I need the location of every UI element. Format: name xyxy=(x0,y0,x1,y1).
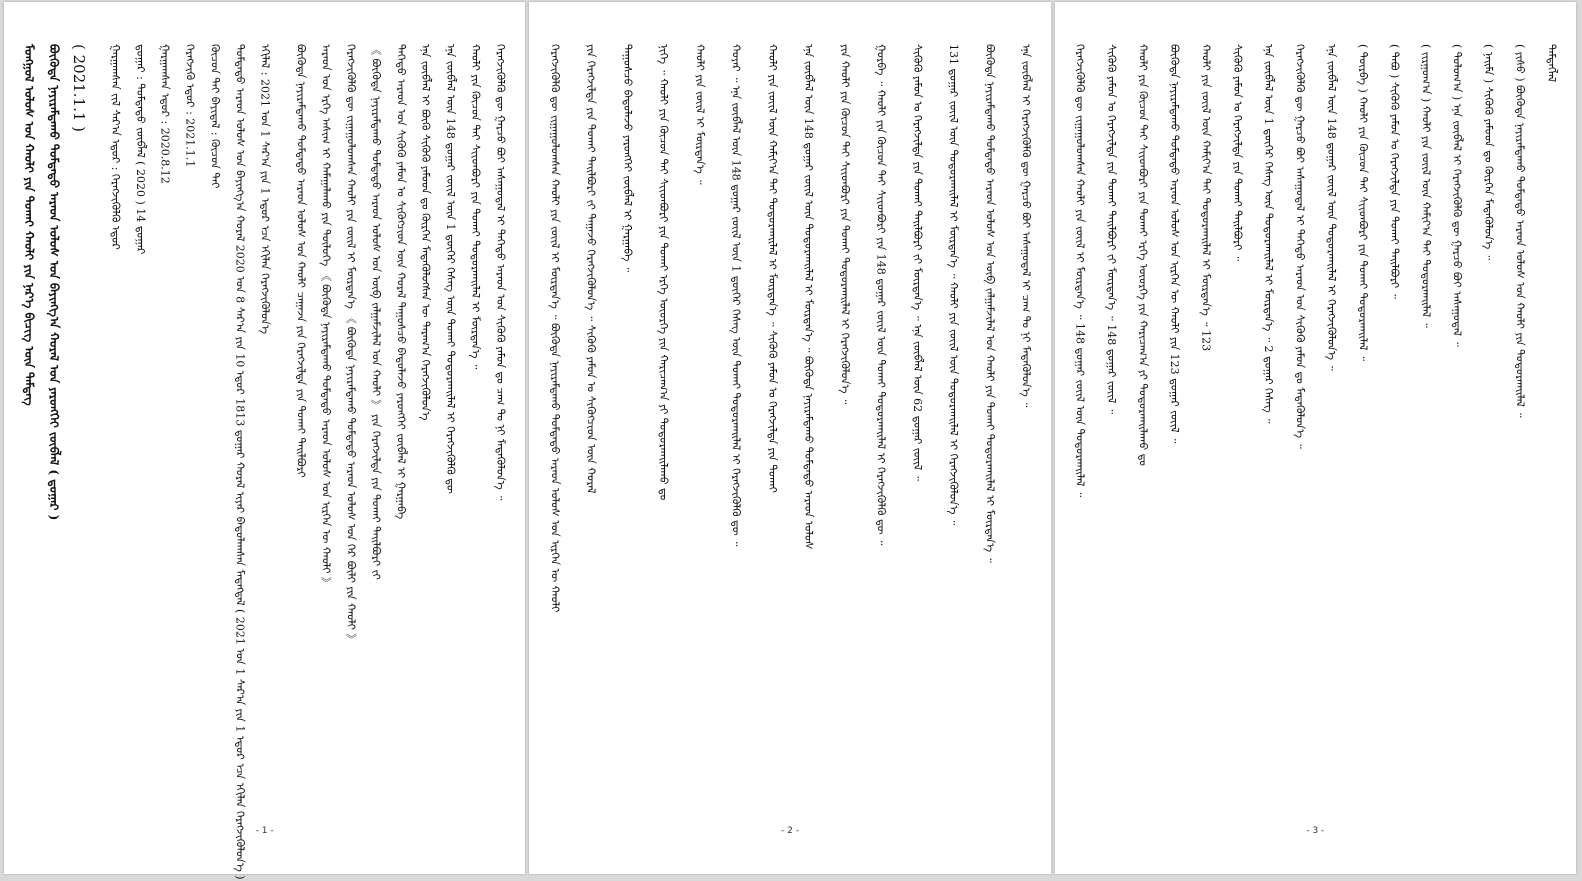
text-column: ᠨᠢᠭᠡ ᠃ ᠬᠠᠤᠯᠢ ᠶᠢᠨ ᠬᠦᠴᠦᠨ ᠲᠡᠢ ᠰᠢᠢᠳᠪᠦᠷᠢ ᠶᠢᠨ ᠲᠤᠬᠠᠢ ᠡᠷᠬᠡ ᠦᠦᠷᠭᠡ ᠶᠢᠨ ᠬᠠᠷᠢᠴᠠᠭ᠎ᠠ ᠶᠢ ᠲᠣᠳᠤᠷᠬᠠᠢᠯᠠᠬᠤ ᠳᠤ xyxy=(657,44,671,501)
page-number: - 1 - xyxy=(255,826,274,836)
text-column: ᠬᠡᠷᠡᠭᠵᠢᠭᠦᠯᠬᠦ ᠳᠦ ᠵᠢᠭᠠᠭᠤᠯᠤᠭᠰᠠᠨ ᠬᠠᠤᠯᠢ ᠶᠢᠨ ᠵᠦᠢᠯ ᠢ ᠮᠦᠷᠳᠡᠨ᠎ᠡ ᠃ ᠪᠦᠭᠦᠳᠡ ᠨᠠᠶᠢᠷᠠᠮᠳᠠᠬᠤ ᠳᠤᠮᠳᠠᠳᠤ ᠠᠷᠠᠳ ᠤᠯᠤᠰ ᠤᠨ ᠢᠷᠭᠡᠨ ᠦ ᠬᠠᠤᠯᠢ xyxy=(548,44,562,613)
text-column: ᠡᠨᠡ ᠵᠦᠪᠯᠡᠯ ᠦᠨ 148 ᠳ᠋ᠤᠭᠠᠷ ᠵᠦᠢᠯ ᠦᠨ ᠲᠣᠳᠤᠷᠬᠠᠢᠯᠠᠯ ᠢ ᠬᠡᠷᠡᠭᠵᠢᠭᠦᠯᠦᠨ᠎ᠡ ᠃ xyxy=(1325,44,1339,371)
text-column: ᠬᠠᠤᠯᠢ ᠶᠢᠨ ᠵᠦᠢᠯ ᠢ ᠮᠦᠷᠳᠡᠨ᠎ᠡ ᠃ xyxy=(693,44,707,185)
text-column: ᠳᠤᠮᠳᠠᠳᠤ ᠠᠷᠠᠳ ᠤᠯᠤᠰ ᠤᠨ ᠪᠠᠶᠢᠩᠭ᠎ᠠ ᠬᠤᠷᠠᠯ 2020 ᠤᠨ 8 ᠰᠠᠷ᠎ᠠ ᠶᠢᠨ 10 ᠡᠳᠦᠷ 1813 ᠳ᠋ᠤᠭᠠᠷ ᠬᠤᠷᠠᠯ ᠢᠶᠠᠷ ᠪᠠᠲᠤᠯᠠᠭᠰᠠᠨ ᠮᠡᠳᠡᠭᠳᠡᠯ ( 2021 ᠤᠨ 1 ᠰᠠᠷ᠎ᠠ ᠶᠢᠨ 1 ᠡᠳᠦᠷ ᠡᠴᠡ ᠡᠬᠢᠯᠡᠨ ᠬᠡᠷᠡᠭᠵᠢᠭᠦᠯᠦᠨ᠎ᠡ ) xyxy=(233,44,247,880)
text-column: ᠡᠨᠡ ᠵᠦᠪᠯᠡᠯ ᠦᠨ 148 ᠳ᠋ᠤᠭᠠᠷ ᠵᠦᠢᠯ ᠦᠨ 1 ᠳ᠋ᠦᠭᠡᠷ ᠬᠡᠰᠡᠭ ᠦᠨ ᠲᠤᠬᠠᠢ ᠲᠣᠳᠤᠷᠬᠠᠢᠯᠠᠯ ᠢ ᠬᠡᠷᠡᠭᠵᠢᠭᠦᠯᠬᠦ ᠳᠦ xyxy=(444,44,458,494)
text-column: ᠬᠣᠶᠠᠷ ᠃ ᠡᠨᠡ ᠵᠦᠪᠯᠡᠯ ᠦᠨ 148 ᠳ᠋ᠤᠭᠠᠷ ᠵᠦᠢᠯ ᠦᠨ 1 ᠳ᠋ᠦᠭᠡᠷ ᠬᠡᠰᠡᠭ ᠦᠨ ᠲᠤᠬᠠᠢ ᠲᠣᠳᠤᠷᠬᠠᠢᠯᠠᠯ ᠢ ᠬᠡᠷᠡᠭᠵᠢᠭᠦᠯᠬᠦ ᠳᠦ ᠃ xyxy=(729,44,743,547)
text-column: ( ᠲᠠᠪᠤ ) ᠰᠢᠭᠦᠬᠦ ᠶᠠᠮᠤᠨ ᠤ ᠬᠡᠷᠡᠭᠵᠢᠯᠲᠡ ᠶᠢᠨ ᠲᠤᠬᠠᠢ ᠲᠠᠢᠯᠪᠤᠷᠢ ᠃ xyxy=(1387,44,1401,299)
text-column: ᠶᠢᠨ ᠬᠠᠤᠯᠢ ᠶᠢᠨ ᠬᠦᠴᠦᠨ ᠲᠡᠢ ᠰᠢᠢᠳᠪᠦᠷᠢ ᠶᠢᠨ ᠲᠤᠬᠠᠢ ᠲᠣᠳᠤᠷᠬᠠᠢᠯᠠᠯ ᠢ ᠬᠡᠷᠡᠭᠵᠢᠭᠦᠯᠦᠨ᠎ᠡ ᠃ xyxy=(838,44,852,405)
text-column: ᠬᠡᠷᠡᠭᠵᠢᠬᠦ ᠡᠳᠦᠷ : 2021.1.1 xyxy=(183,44,197,168)
text-column: 131 ᠳ᠋ᠤᠭᠠᠷ ᠵᠦᠢᠯ ᠦᠨ ᠲᠣᠳᠤᠷᠬᠠᠢᠯᠠᠯ ᠢ ᠮᠦᠷᠳᠡᠨ᠎ᠡ ᠃ ᠬᠠᠤᠯᠢ ᠶᠢᠨ ᠵᠦᠢᠯ ᠦᠨ ᠲᠣᠳᠤᠷᠬᠠᠢᠯᠠᠯ ᠢ ᠬᠡᠷᠡᠭᠵᠢᠭᠦᠯᠦᠨ᠎ᠡ ᠃ xyxy=(947,44,961,526)
text-column: ᠡᠨᠡ ᠵᠦᠪᠯᠡᠯ ᠢ ᠬᠡᠷᠡᠭᠵᠢᠭᠦᠯᠬᠦ ᠳᠦ ᠭᠠᠷᠴᠤ ᠪᠤᠢ ᠠᠰᠠᠭᠤᠳᠠᠯ ᠢ ᠴᠠᠭ ᠲᠤ ᠨᠢ ᠮᠡᠳᠡᠭᠦᠯᠦᠨ᠎ᠡ ᠃ xyxy=(1019,44,1033,408)
text-column: ᠠᠷᠠᠳ ᠤᠨ ᠡᠷᠬᠡ ᠠᠰᠢᠭ ᠢ ᠬᠠᠮᠠᠭᠠᠯᠠᠬᠤ ᠶᠢᠨ ᠲᠥᠯᠥᠭᠡ 《 ᠪᠦᠭᠦᠳᠡ ᠨᠠᠶᠢᠷᠠᠮᠳᠠᠬᠤ ᠳᠤᠮᠳᠠᠳᠤ ᠠᠷᠠᠳ ᠤᠯᠤᠰ ᠤᠨ ᠢᠷᠭᠡᠨ ᠦ ᠬᠠᠤᠯᠢ 》 xyxy=(319,44,333,589)
text-column: ᠬᠡᠷᠡᠭᠵᠢᠭᠦᠯᠬᠦ ᠳᠦ ᠭᠠᠷᠴᠤ ᠪᠤᠢ ᠠᠰᠠᠭᠤᠳᠠᠯ ᠢ ᠳᠡᠭᠡᠳᠦ ᠠᠷᠠᠳ ᠤᠨ ᠰᠢᠭᠦᠬᠦ ᠶᠠᠮᠤᠨ ᠳᠤ ᠮᠡᠳᠡᠭᠦᠯᠦᠨ᠎ᠡ ᠃ xyxy=(1293,44,1307,449)
text-column: ( ᠳᠣᠯᠣᠭ᠎ᠠ ) ᠡᠨᠡ ᠵᠦᠪᠯᠡᠯ ᠢ ᠬᠡᠷᠡᠭᠵᠢᠭᠦᠯᠬᠦ ᠳᠦ ᠭᠠᠷᠴᠤ ᠪᠤᠢ ᠠᠰᠠᠭᠤᠳᠠᠯ ᠃ xyxy=(1450,44,1464,347)
text-column: ᠪᠦᠭᠦᠳᠡ ᠨᠠᠶᠢᠷᠠᠮᠳᠠᠬᠤ ᠳᠤᠮᠳᠠᠳᠤ ᠠᠷᠠᠳ ᠤᠯᠤᠰ ᠤᠨ ᠥᠪ ᠵᠠᠯᠭᠠᠮᠵᠢᠯᠠᠯ ᠤᠨ ᠬᠠᠤᠯᠢ ᠶᠢᠨ ᠲᠤᠬᠠᠢ ᠲᠣᠳᠤᠷᠬᠠᠢᠯᠠᠯ ᠢ ᠮᠦᠷᠳᠡᠨ᠎ᠡ ᠃ xyxy=(983,44,997,563)
text-column: ᠳᠠᠭᠤᠰᠴᠤ ᠪᠠᠲᠤᠯᠠᠵᠤ ᠶᠡᠷᠦᠩᠬᠡᠢ ᠵᠦᠪᠯᠡᠯ ᠢ ᠭᠠᠷᠭᠠᠪᠠ ᠃ xyxy=(620,44,634,273)
text-column: ᠬᠠᠤᠯᠢ ᠶᠢᠨ ᠵᠦᠢᠯ ᠦᠨ ᠬᠠᠮᠢᠶ᠎ᠠ ᠲᠠᠢ ᠲᠣᠳᠤᠷᠬᠠᠢᠯᠠᠯ ᠢ ᠮᠦᠷᠳᠡᠨ᠎ᠡ ᠃ ᠰᠢᠭᠦᠬᠦ ᠶᠠᠮᠤᠨ ᠤ ᠬᠡᠷᠡᠭᠵᠢᠯᠲᠡ ᠶᠢᠨ ᠲᠤᠬᠠᠢ xyxy=(765,44,779,493)
document-page xyxy=(529,2,1050,874)
text-column-group xyxy=(1073,44,1558,824)
text-column: ᠰᠢᠭᠦᠬᠦ ᠶᠠᠮᠤᠨ ᠤ ᠬᠡᠷᠡᠭᠵᠢᠯᠲᠡ ᠶᠢᠨ ᠲᠤᠬᠠᠢ ᠲᠠᠢᠯᠪᠤᠷᠢ ᠵᠢ ᠮᠦᠷᠳᠡᠨ᠎ᠡ ᠃ ᠡᠨᠡ ᠵᠦᠪᠯᠡᠯ ᠦᠨ 62 ᠳ᠋ᠤᠭᠠᠷ ᠵᠦᠢᠯ ᠃ xyxy=(910,44,924,481)
text-column: ᠳ᠋ᠤᠭᠠᠷ : ᠳᠤᠮᠳᠠᠳᠤ ᠵᠦᠪᠯᠡᠯ ( 2020 ) 14 ᠳ᠋ᠤᠭᠠᠷ xyxy=(133,44,147,255)
text-column: ᠬᠡᠷᠡᠭᠵᠢᠭᠦᠯᠬᠦ ᠳᠦ ᠵᠢᠭᠠᠭᠤᠯᠤᠭᠰᠠᠨ ᠬᠠᠤᠯᠢ ᠶᠢᠨ ᠵᠦᠢᠯ ᠢ ᠮᠦᠷᠳᠡᠨ᠎ᠡ ᠃ 148 ᠳ᠋ᠤᠭᠠᠷ ᠵᠦᠢᠯ ᠦᠨ ᠲᠣᠳᠤᠷᠬᠠᠢᠯᠠᠯ ᠃ xyxy=(1073,44,1087,498)
page-number: - 2 - xyxy=(781,826,799,836)
document-page xyxy=(4,2,525,880)
text-column: ᠡᠨᠡ ᠵᠦᠪᠯᠡᠯ ᠢ ᠪᠦᠬᠦ ᠰᠢᠭᠦᠬᠦ ᠶᠠᠮᠤᠳ ᠳᠤ ᠬᠦᠷᠭᠡᠨ ᠮᠡᠳᠡᠭᠦᠯᠦᠭᠰᠡᠨ ᠦ ᠳᠠᠷᠠᠭ᠎ᠠ ᠬᠡᠷᠡᠭᠵᠢᠭᠦᠯᠦᠨ᠎ᠡ xyxy=(419,44,433,421)
text-column: ᠡᠬᠢᠯᠡᠯ : 2021 ᠤᠨ 1 ᠰᠠᠷ᠎ᠠ ᠶᠢᠨ 1 ᠡᠳᠦᠷ ᠡᠴᠡ ᠡᠬᠢᠯᠡᠨ ᠬᠡᠷᠡᠭᠵᠢᠭᠦᠯᠦᠨ᠎ᠡ xyxy=(258,44,272,334)
text-column: ᠬᠠᠤᠯᠢ ᠶᠢᠨ ᠵᠦᠢᠯ ᠦᠨ ᠬᠠᠮᠢᠶ᠎ᠠ ᠲᠠᠢ ᠲᠣᠳᠤᠷᠬᠠᠢᠯᠠᠯ ᠢ ᠮᠦᠷᠳᠡᠨ᠎ᠡ ᠃ 123 xyxy=(1199,44,1213,352)
text-column-group xyxy=(547,44,1032,824)
text-column: ᠭᠤᠷᠪᠠ ᠃ ᠬᠠᠤᠯᠢ ᠶᠢᠨ ᠬᠦᠴᠦᠨ ᠲᠡᠢ ᠰᠢᠢᠳᠪᠦᠷᠢ ᠶᠢᠨ 148 ᠳ᠋ᠤᠭᠠᠷ ᠵᠦᠢᠯ ᠦᠨ ᠲᠤᠬᠠᠢ ᠲᠣᠳᠤᠷᠬᠠᠢᠯᠠᠯ ᠢ ᠬᠡᠷᠡᠭᠵᠢᠭᠦᠯᠬᠦ ᠳᠦ ᠃ xyxy=(874,44,888,546)
text-column: ( 2021.1.1 ) xyxy=(69,44,88,133)
text-column: ᠮᠣᠩᠭᠣᠯ ᠤᠯᠤᠰ ᠤᠨ ᠬᠠᠤᠯᠢ ᠶᠢᠨ ᠲᠤᠬᠠᠢ ᠬᠠᠤᠯᠢ ᠶᠢᠨ ᠨᠡᠷ᠎ᠡ ᠪᠢᠴᠢᠭ ᠦᠨ ᠲᠡᠮᠳᠡᠭ xyxy=(22,44,36,406)
text-column: ( ᠶᠢᠰᠦ ) ᠪᠦᠭᠦᠳᠡ ᠨᠠᠶᠢᠷᠠᠮᠳᠠᠬᠤ ᠳᠤᠮᠳᠠᠳᠤ ᠠᠷᠠᠳ ᠤᠯᠤᠰ ᠤᠨ ᠬᠠᠤᠯᠢ ᠶᠢᠨ ᠲᠣᠳᠤᠷᠬᠠᠢᠯᠠᠯ ᠃ xyxy=(1513,44,1527,418)
text-column: ( ᠨᠠᠢᠮᠠ ) ᠰᠢᠭᠦᠬᠦ ᠶᠠᠮᠤᠳ ᠳᠤ ᠬᠦᠷᠭᠡᠨ ᠮᠡᠳᠡᠭᠦᠯᠦᠨ᠎ᠡ ᠃ xyxy=(1482,44,1496,260)
text-column: 《 ᠪᠦᠭᠦᠳᠡ ᠨᠠᠶᠢᠷᠠᠮᠳᠠᠬᠤ ᠳᠤᠮᠳᠠᠳᠤ ᠠᠷᠠᠳ ᠤᠯᠤᠰ ᠤᠨ ᠥᠪ ᠵᠠᠯᠭᠠᠮᠵᠢᠯᠠᠯ ᠤᠨ ᠬᠠᠤᠯᠢ 》 ᠶᠢᠨ ᠬᠡᠷᠡᠭᠵᠢᠯᠲᠡ ᠶᠢᠨ ᠲᠤᠬᠠᠢ ᠲᠠᠢᠯᠪᠤᠷᠢ ᠵᠢ xyxy=(369,44,383,580)
text-column: ( ᠵᠢᠷᠭᠤᠭ᠎ᠠ ) ᠬᠠᠤᠯᠢ ᠶᠢᠨ ᠵᠦᠢᠯ ᠦᠨ ᠬᠠᠮᠢᠶ᠎ᠠ ᠲᠠᠢ ᠲᠣᠳᠤᠷᠬᠠᠢᠯᠠᠯ ᠃ xyxy=(1419,44,1433,328)
text-column: ᠬᠦᠴᠦᠨ ᠲᠠᠢ ᠪᠠᠶᠢᠳᠠᠯ : ᠬᠦᠴᠦᠨ ᠲᠠᠢ xyxy=(208,44,222,189)
text-column: ᠭᠠᠷᠭᠠᠭᠰᠠᠨ ᠵᠢᠯ ᠰᠠᠷ᠎ᠠ ᠡᠳᠦᠷ : ᠬᠡᠷᠡᠭᠵᠢᠬᠦᠯᠬᠦ ᠡᠳᠦᠷ xyxy=(108,44,122,250)
text-column: ᠬᠠᠤᠯᠢ ᠶᠢᠨ ᠬᠦᠴᠦᠨ ᠲᠡᠢ ᠰᠢᠢᠳᠪᠦᠷᠢ ᠶᠢᠨ ᠲᠤᠬᠠᠢ ᠲᠣᠳᠤᠷᠬᠠᠢᠯᠠᠯ ᠢ ᠮᠦᠷᠳᠡᠨ᠎ᠡ ᠃ xyxy=(469,44,483,370)
page-number: - 3 - xyxy=(1306,826,1325,836)
text-column: ᠰᠢᠭᠦᠬᠦ ᠶᠠᠮᠤᠨ ᠤ ᠬᠡᠷᠡᠭᠵᠢᠯᠲᠡ ᠶᠢᠨ ᠲᠤᠬᠠᠢ ᠲᠠᠢᠯᠪᠤᠷᠢ ᠵᠢ ᠮᠦᠷᠳᠡᠨ᠎ᠡ ᠃ 148 ᠳ᠋ᠤᠭᠠᠷ ᠵᠦᠢᠯ ᠃ xyxy=(1105,44,1119,414)
text-column: ᠬᠡᠷᠡᠭᠵᠢᠭᠦᠯᠬᠦ ᠳᠦ ᠵᠢᠭᠠᠭᠤᠯᠤᠭᠰᠠᠨ ᠬᠠᠤᠯᠢ ᠶᠢᠨ ᠵᠦᠢᠯ ᠢ ᠮᠦᠷᠳᠡᠨ᠎ᠡ 《 ᠪᠦᠭᠦᠳᠡ ᠨᠠᠶᠢᠷᠠᠮᠳᠠᠬᠤ ᠳᠤᠮᠳᠠᠳᠤ ᠠᠷᠠᠳ ᠤᠯᠤᠰ ᠤᠨ ᠭᠡᠷ ᠪᠦᠯᠢ ᠶᠢᠨ ᠬᠠᠤᠯᠢ 》 xyxy=(344,44,358,645)
text-column: ᠰᠢᠭᠦᠬᠦ ᠶᠠᠮᠤᠨ ᠤ ᠬᠡᠷᠡᠭᠵᠢᠯᠲᠡ ᠶᠢᠨ ᠲᠤᠬᠠᠢ ᠲᠠᠢᠯᠪᠤᠷᠢ ᠃ xyxy=(1230,44,1244,262)
text-column: ᠪᠦᠭᠦᠳᠡ ᠨᠠᠶᠢᠷᠠᠮᠳᠠᠬᠤ ᠳᠤᠮᠳᠠᠳᠤ ᠠᠷᠠᠳ ᠤᠯᠤᠰ ᠤᠨ ᠬᠠᠤᠯᠢ ᠴᠠᠭᠠᠵᠠ ᠶᠢᠨ ᠬᠡᠷᠡᠭᠵᠢᠯᠲᠡ ᠶᠢᠨ ᠲᠤᠬᠠᠢ ᠲᠠᠢᠯᠪᠤᠷᠢ xyxy=(294,44,308,478)
text-column: ᠬᠡᠷᠡᠭᠵᠢᠭᠦᠯᠬᠦ ᠳᠦ ᠭᠠᠷᠴᠤ ᠪᠤᠢ ᠠᠰᠠᠭᠤᠳᠠᠯ ᠢ ᠳᠡᠭᠡᠳᠦ ᠠᠷᠠᠳ ᠤᠨ ᠰᠢᠭᠦᠬᠦ ᠶᠠᠮᠤᠨ ᠳᠤ ᠴᠠᠭ ᠲᠤ ᠨᠢ ᠮᠡᠳᠡᠭᠦᠯᠦᠨ᠎ᠡ ᠃ xyxy=(494,44,508,501)
text-column-group xyxy=(22,44,508,880)
text-column: ᠭᠠᠷᠭᠠᠭᠰᠠᠨ ᠡᠳᠦᠷ : 2020.8.12 xyxy=(158,44,172,184)
text-column: ᠪᠦᠭᠦᠳᠡ ᠨᠠᠶᠢᠷᠠᠮᠳᠠᠬᠤ ᠳᠤᠮᠳᠠᠳᠤ ᠠᠷᠠᠳ ᠤᠯᠤᠰ ᠤᠨ ᠢᠷᠭᠡᠨ ᠦ ᠬᠠᠤᠯᠢ ᠶᠢᠨ 123 ᠳ᠋ᠤᠭᠠᠷ ᠵᠦᠢᠯ ᠃ xyxy=(1167,44,1181,444)
text-column: ᠡᠨᠡ ᠵᠦᠪᠯᠡᠯ ᠦᠨ 148 ᠳ᠋ᠤᠭᠠᠷ ᠵᠦᠢᠯ ᠦᠨ ᠲᠣᠳᠤᠷᠬᠠᠢᠯᠠᠯ ᠢ ᠮᠦᠷᠳᠡᠨ᠎ᠡ ᠃ ᠪᠦᠭᠦᠳᠡ ᠨᠠᠶᠢᠷᠠᠮᠳᠠᠬᠤ ᠳᠤᠮᠳᠠᠳᠤ ᠠᠷᠠᠳ ᠤᠯᠤᠰ xyxy=(802,44,816,550)
document-page xyxy=(1055,2,1576,874)
text-column: ( ᠳᠦᠷᠪᠡ ) ᠬᠠᠤᠯᠢ ᠶᠢᠨ ᠬᠦᠴᠦᠨ ᠲᠡᠢ ᠰᠢᠢᠳᠪᠦᠷᠢ ᠶᠢᠨ ᠲᠤᠬᠠᠢ ᠲᠣᠳᠤᠷᠬᠠᠢᠯᠠᠯ ᠃ xyxy=(1356,44,1370,362)
text-column: ᠳᠡᠭᠡᠳᠦ ᠠᠷᠠᠳ ᠤᠨ ᠰᠢᠭᠦᠬᠦ ᠶᠠᠮᠤᠨ ᠤ ᠰᠢᠭᠦᠭᠴᠢᠳ ᠦᠨ ᠬᠤᠷᠠᠯ ᠳᠠᠭᠤᠰᠴᠤ ᠪᠠᠲᠤᠯᠠᠵᠤ ᠶᠡᠷᠦᠩᠬᠡᠢ ᠵᠦᠪᠯᠡᠯ ᠢ ᠭᠠᠷᠭᠠᠪᠠ xyxy=(394,44,408,520)
text-column: ᠡᠨᠡ ᠵᠦᠪᠯᠡᠯ ᠦᠨ 1 ᠳ᠋ᠦᠭᠡᠷ ᠬᠡᠰᠡᠭ ᠦᠨ ᠲᠣᠳᠤᠷᠬᠠᠢᠯᠠᠯ ᠢ ᠮᠦᠷᠳᠡᠨ᠎ᠡ ᠃ 2 ᠳ᠋ᠤᠭᠠᠷ ᠬᠡᠰᠡᠭ ᠃ xyxy=(1262,44,1276,424)
text-column: ᠪᠦᠭᠦᠳᠡ ᠨᠠᠶᠢᠷᠠᠮᠳᠠᠬᠤ ᠳᠤᠮᠳᠠᠳᠤ ᠠᠷᠠᠳ ᠤᠯᠤᠰ ᠤᠨ ᠪᠠᠶᠢᠩᠭ᠎ᠠ ᠬᠤᠷᠠᠯ ᠤᠨ ᠶᠡᠷᠦᠩᠬᠡᠢ ᠵᠦᠪᠯᠡᠯ ( ᠳ᠋ᠤᠭᠠᠷ ) xyxy=(46,44,61,521)
text-column: ᠲᠡᠮᠳᠡᠭᠯᠡᠯ xyxy=(1544,44,1558,83)
text-column: ᠶᠢᠨ ᠬᠡᠷᠡᠭᠵᠢᠯᠲᠡ ᠶᠢᠨ ᠲᠤᠬᠠᠢ ᠲᠠᠢᠯᠪᠤᠷᠢ ᠵᠢ ᠳᠠᠭᠠᠵᠤ ᠬᠡᠷᠡᠭᠵᠢᠭᠦᠯᠦᠨ᠎ᠡ ᠃ ᠰᠢᠭᠦᠬᠦ ᠶᠠᠮᠤᠨ ᠤ ᠰᠢᠭᠦᠭᠴᠢᠳ ᠦᠨ ᠬᠤᠷᠠᠯ xyxy=(584,44,598,494)
text-column: ᠬᠠᠤᠯᠢ ᠶᠢᠨ ᠬᠦᠴᠦᠨ ᠲᠡᠢ ᠰᠢᠢᠳᠪᠦᠷᠢ ᠶᠢᠨ ᠲᠤᠬᠠᠢ ᠡᠷᠬᠡ ᠦᠦᠷᠭᠡ ᠶᠢᠨ ᠬᠠᠷᠢᠴᠠᠭ᠎ᠠ ᠶᠢ ᠲᠣᠳᠤᠷᠬᠠᠢᠯᠠᠬᠤ ᠳᠤ xyxy=(1136,44,1150,466)
